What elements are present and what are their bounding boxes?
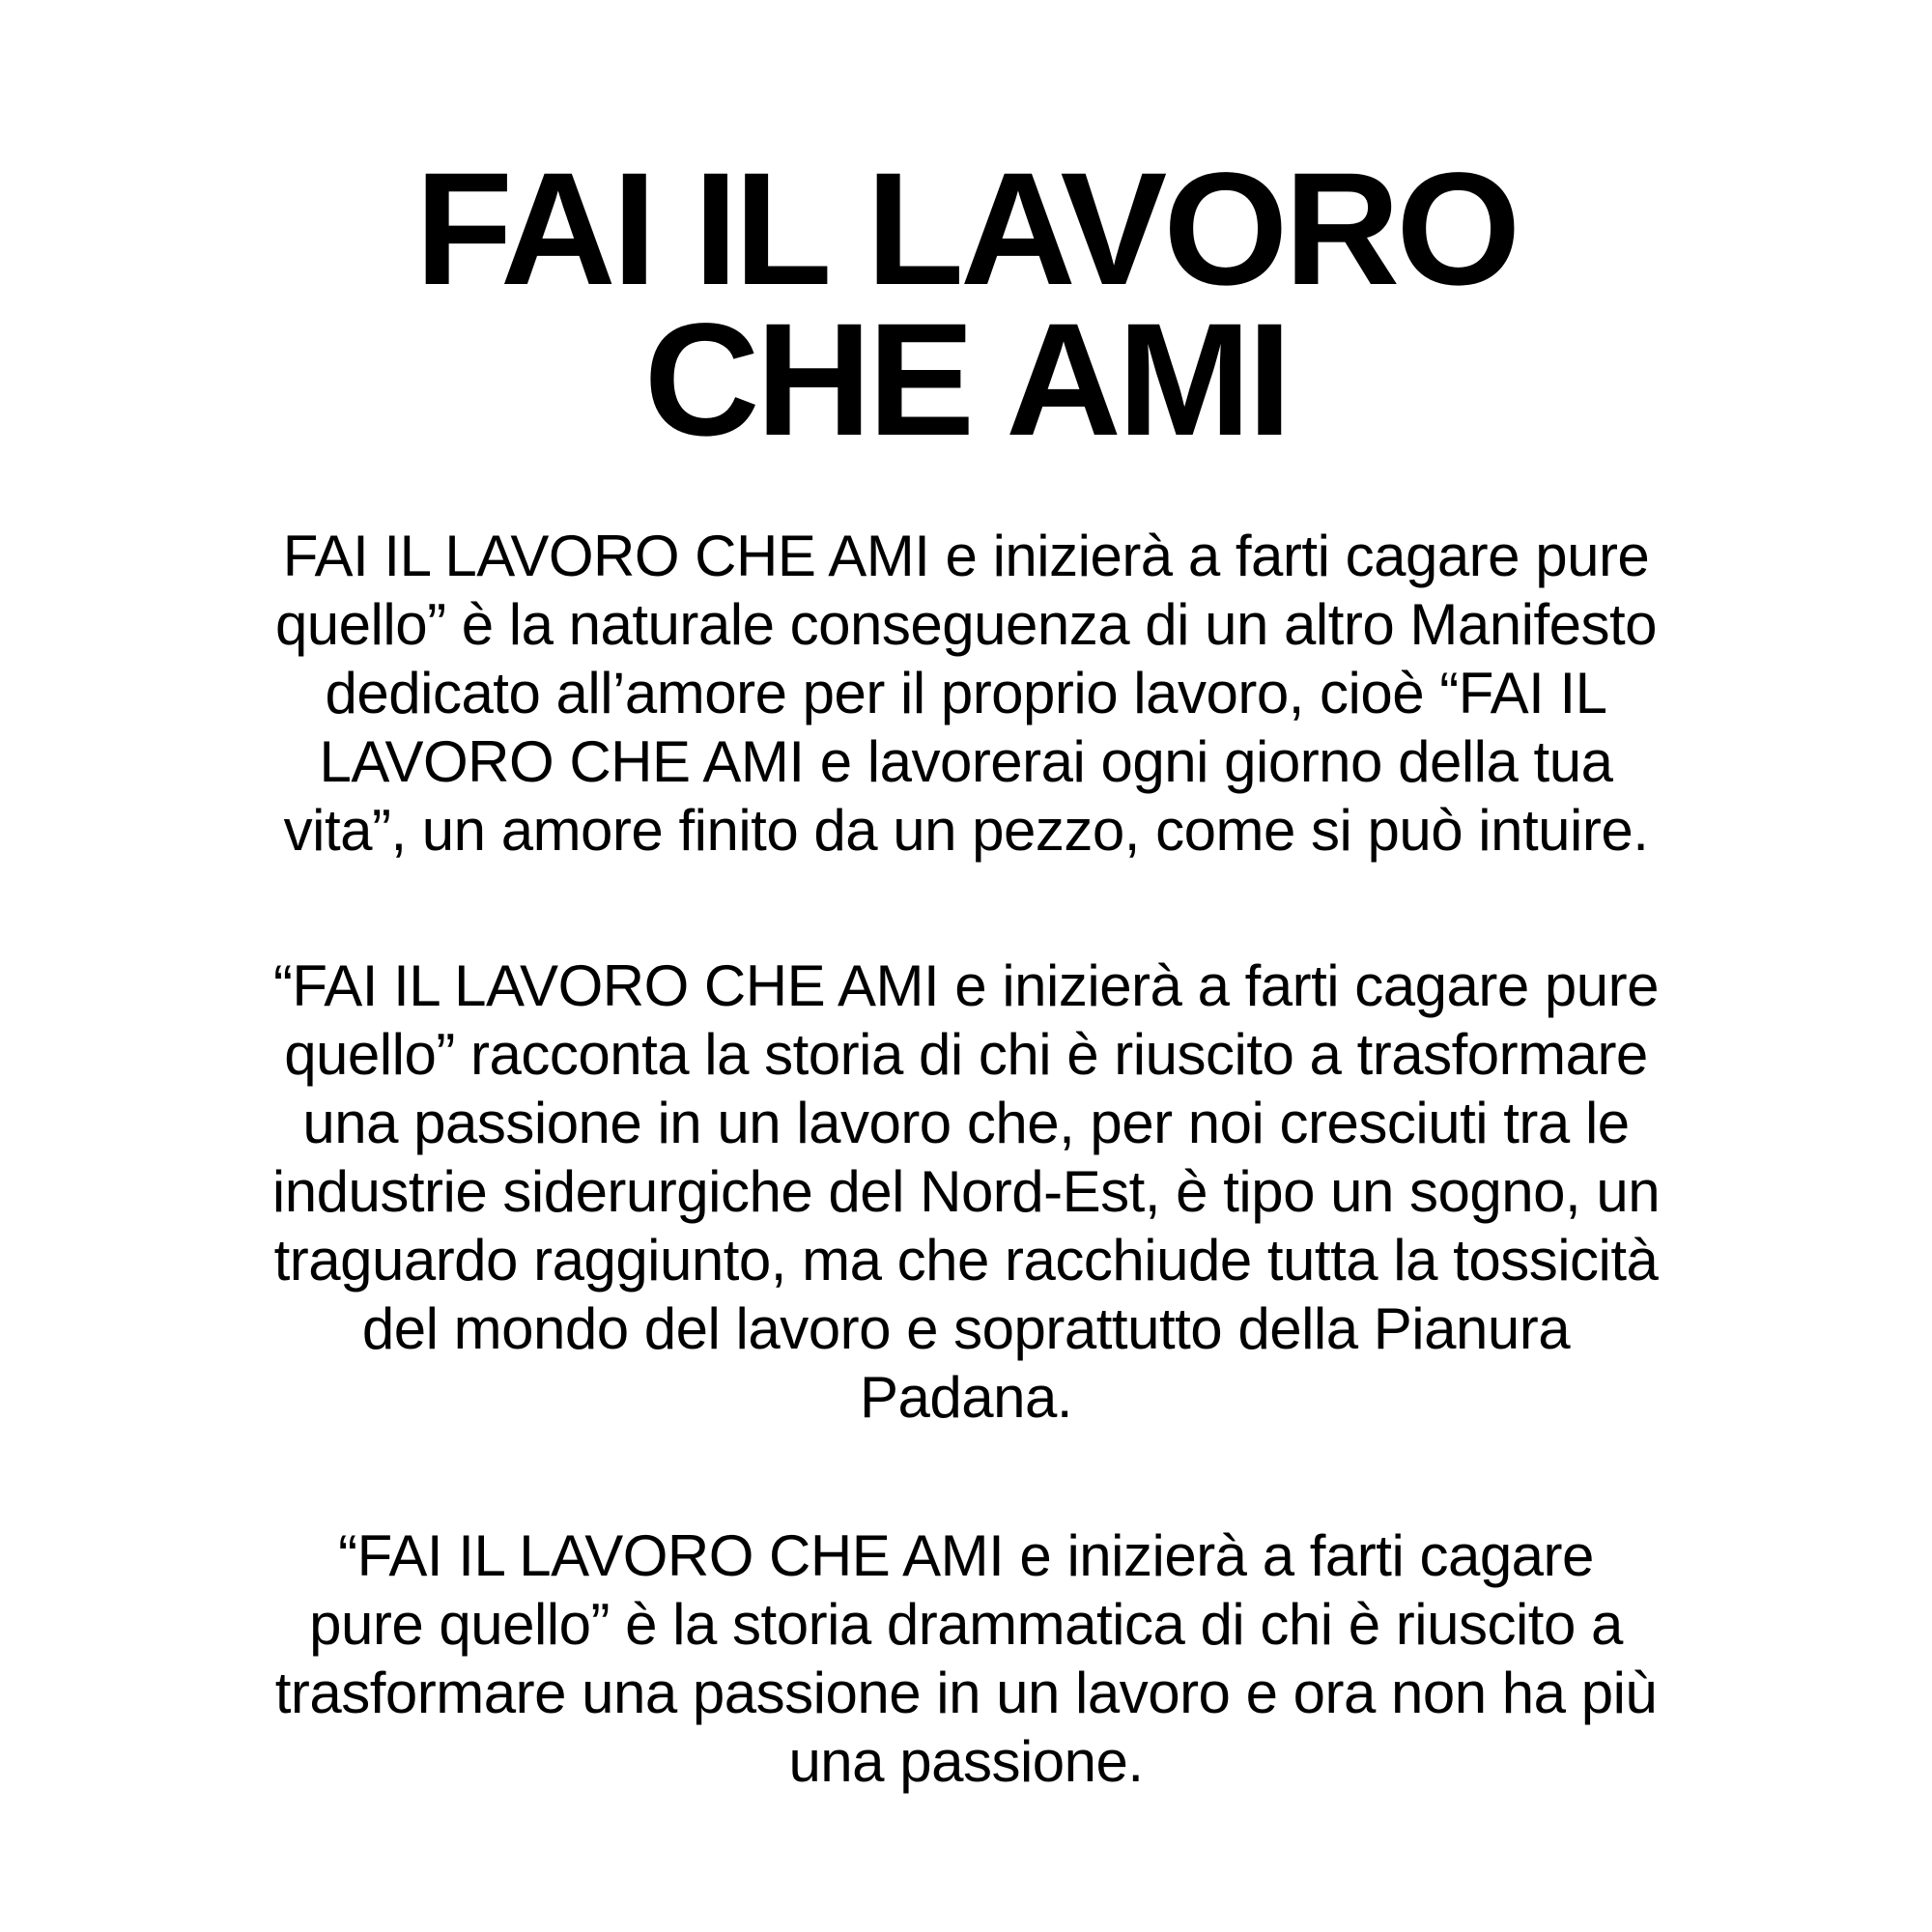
paragraph-line: industrie siderurgiche del Nord-Est, è tipo un sogno, un bbox=[271, 1159, 1661, 1224]
title-line: CHE AMI bbox=[643, 291, 1289, 469]
page-title bbox=[0, 140, 1932, 469]
title-line: FAI IL LAVORO bbox=[414, 140, 1518, 319]
paragraph-line: trasformare una passione in un lavoro e ora non ha più bbox=[274, 1661, 1658, 1725]
paragraph-story bbox=[0, 952, 1932, 1432]
paragraph-line: “FAI IL LAVORO CHE AMI e inizierà a farti cagare pure bbox=[272, 953, 1660, 1018]
paragraph-line: LAVORO CHE AMI e lavorerai ogni giorno della tua bbox=[319, 729, 1613, 794]
paragraph-line: quello” è la naturale conseguenza di un altro Manifesto bbox=[274, 592, 1658, 657]
paragraph-line: FAI IL LAVORO CHE AMI e inizierà a farti cagare pure bbox=[282, 524, 1650, 588]
paragraph-line: dedicato all’amore per il proprio lavoro, cioè “FAI IL bbox=[325, 661, 1607, 725]
paragraph-line: traguardo raggiunto, ma che racchiude tutta la tossicità bbox=[273, 1228, 1659, 1293]
paragraph-line: una passione in un lavoro che, per noi cresciuti tra le bbox=[302, 1091, 1630, 1155]
paragraph-line: Padana. bbox=[859, 1365, 1073, 1430]
paragraph-line: “FAI IL LAVORO CHE AMI e inizierà a farti cagare bbox=[338, 1523, 1594, 1588]
paragraph-line: quello” racconta la storia di chi è riuscito a trasformare bbox=[284, 1022, 1648, 1087]
paragraph-line: pure quello” è la storia drammatica di chi è riuscito a bbox=[309, 1592, 1623, 1657]
paragraph-line: del mondo del lavoro e soprattutto della Pianura bbox=[361, 1296, 1571, 1361]
paragraph-line: vita”, un amore finito da un pezzo, come si può intuire. bbox=[283, 798, 1649, 863]
paragraph-intro bbox=[0, 522, 1932, 865]
paragraph-conclusion bbox=[0, 1521, 1932, 1796]
paragraph-line: una passione. bbox=[788, 1729, 1144, 1794]
